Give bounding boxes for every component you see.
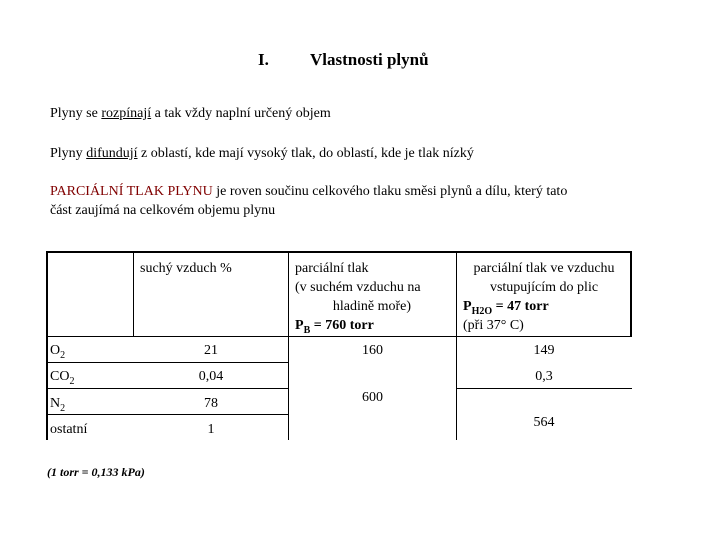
col4-ph2o-sub: H2O xyxy=(471,306,493,317)
table-left-border xyxy=(46,252,48,440)
col4-line4: (při 37° C) xyxy=(463,318,524,333)
gas-sub: 2 xyxy=(60,403,66,414)
col3-pb-sub: B xyxy=(303,325,311,336)
paragraph-partial-pressure xyxy=(50,182,567,220)
gas-name: O xyxy=(50,343,61,358)
gas-name: N xyxy=(50,396,61,411)
percent-cell: 0,04 xyxy=(198,369,224,384)
paragraph-expansion xyxy=(50,104,331,123)
row-line-3 xyxy=(46,414,288,415)
table-row-gas xyxy=(50,341,65,360)
p3-line2: část zaujímá na celkovém objemu plynu xyxy=(50,203,276,218)
p-dry-merged-cell: 600 xyxy=(362,390,383,405)
p2-before: Plyny xyxy=(50,146,87,161)
paragraph-diffusion xyxy=(50,144,474,163)
col3-line4 xyxy=(292,316,452,335)
col4-ph2o-value: = 47 torr xyxy=(492,299,549,314)
p1-underlined: rozpínají xyxy=(101,106,152,121)
col4-ph2o-symbol: P xyxy=(463,299,472,314)
header-partial-pressure-dry xyxy=(292,259,452,335)
row-line-2-right xyxy=(456,388,632,389)
p1-before: Plyny se xyxy=(50,106,102,121)
percent-cell: 1 xyxy=(207,422,215,437)
page-title: Vlastnosti plynů xyxy=(310,50,429,69)
footnote: (1 torr = 0,133 kPa) xyxy=(47,465,145,479)
row-line-2 xyxy=(46,388,288,389)
col3-line3: hladině moře) xyxy=(332,299,412,314)
col3-pb-value: = 760 torr xyxy=(310,318,374,333)
col4-line3 xyxy=(460,297,628,316)
p3-line1 xyxy=(50,182,567,201)
col3-line1: parciální tlak xyxy=(295,261,369,276)
col4-line1: parciální tlak ve vzduchu xyxy=(473,261,615,276)
col3-pb-symbol: P xyxy=(295,318,304,333)
header-partial-pressure-inhaled xyxy=(460,259,628,335)
percent-cell: 21 xyxy=(204,343,218,358)
col3-line2: (v suchém vzduchu na xyxy=(295,280,421,295)
gas-sub: 2 xyxy=(69,376,75,387)
table-row-gas: ostatní xyxy=(50,422,88,437)
table-top-border xyxy=(46,251,632,253)
percent-cell: 78 xyxy=(204,396,218,411)
p-dry-cell: 160 xyxy=(362,343,383,358)
p2-underlined: difundují xyxy=(86,146,138,161)
p-inhaled-cell: 0,3 xyxy=(535,369,553,384)
gas-name: CO xyxy=(50,369,70,384)
p1-after: a tak vždy naplní určený objem xyxy=(151,106,331,121)
header-divider-1 xyxy=(133,252,134,336)
p3-line1-rest: je roven součinu celkového tlaku směsi plynů a dílu, který tato xyxy=(212,184,568,199)
table-row-gas xyxy=(50,367,74,386)
header-bottom-border xyxy=(46,336,632,337)
p-inhaled-merged-cell: 564 xyxy=(533,415,555,430)
table-row-gas xyxy=(50,394,65,413)
col4-line2: vstupujícím do plic xyxy=(489,280,599,295)
p-inhaled-cell: 149 xyxy=(533,343,555,358)
header-dry-air-percent: suchý vzduch % xyxy=(140,261,232,276)
section-number: I. xyxy=(258,50,269,69)
gas-sub: 2 xyxy=(60,350,66,361)
partial-pressure-term: PARCIÁLNÍ TLAK PLYNU xyxy=(50,184,213,199)
table-right-border xyxy=(630,252,632,336)
row-line-1 xyxy=(46,362,288,363)
p2-after: z oblastí, kde mají vysoký tlak, do oblastí, kde je tlak nízký xyxy=(137,146,474,161)
